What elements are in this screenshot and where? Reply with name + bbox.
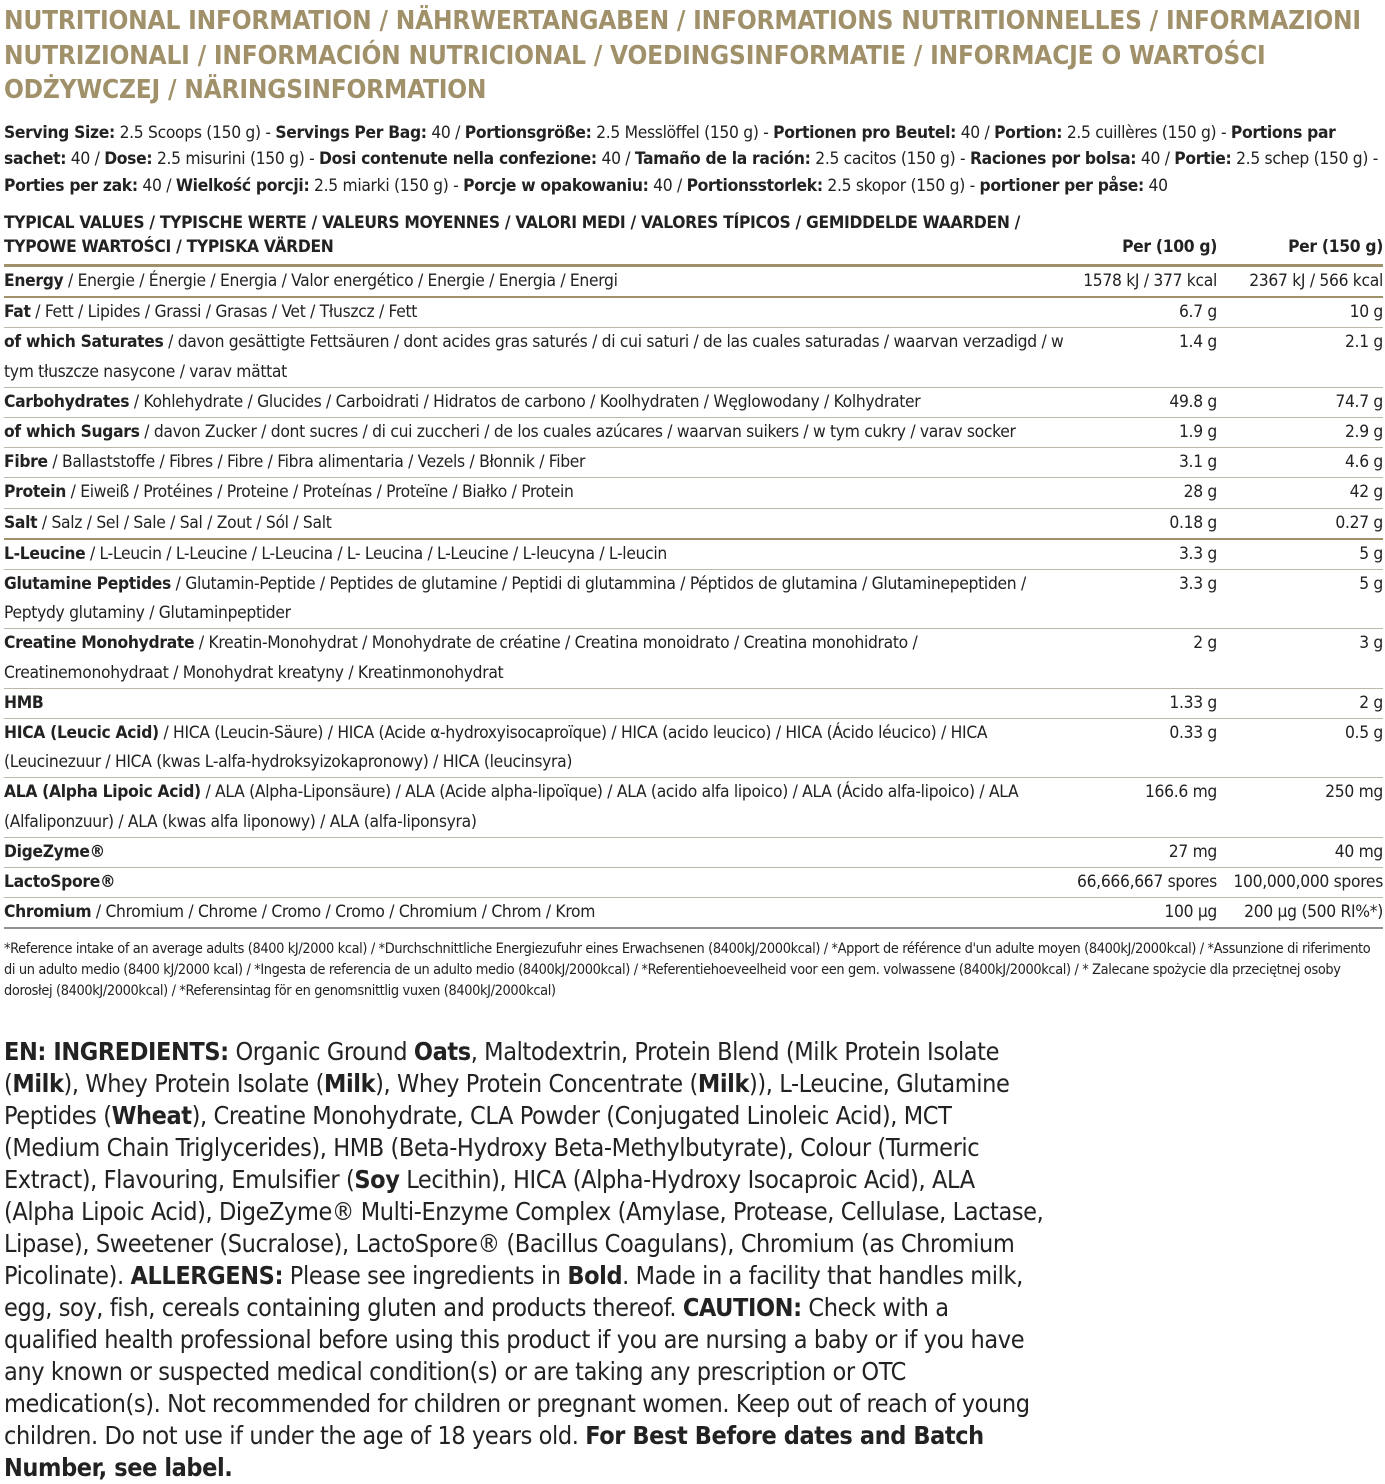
- nutrient-translations: / Eiweiß / Protéines / Proteine / Proteínas / Proteïne / Białko / Protein: [66, 482, 574, 503]
- nutrient-translations: / Kohlehydrate / Glucides / Carboidrati / Hidratos de carbono / Koolhydraten / Węglowodany / Kolhydrater: [129, 391, 921, 412]
- value-per-150g: 5 g: [1359, 543, 1383, 564]
- nutrient-cell: [4, 328, 1064, 387]
- value-per-100g: 27 mg: [1168, 841, 1217, 862]
- ingredients-segment: ), Creatine Monohydrate, CLA Powder (Conjugated Linoleic Acid), MCT (Medium Chain Triglycerides), HMB (Beta-Hydroxy Beta-Methylbutyrate), Colour (Turmeric Extract), Flavouring, Emulsifier (: [4, 1100, 980, 1194]
- ingredients-segment: Organic Ground: [228, 1036, 414, 1066]
- serving-label: Wielkość porcji:: [175, 175, 310, 196]
- nutrition-table: [4, 209, 1383, 929]
- nutrient-cell: [4, 266, 1064, 298]
- ingredients-bold-segment: For Best Before dates and Batch Number, see label.: [4, 1420, 984, 1482]
- ingredients-bold-segment: Milk: [323, 1068, 376, 1098]
- value-per-100g: 2 g: [1193, 633, 1217, 654]
- ingredients-bold-segment: EN: INGREDIENTS:: [4, 1036, 229, 1066]
- serving-label: Tamaño de la ración:: [634, 149, 811, 169]
- table-row: [4, 837, 1383, 867]
- value-per-150g: 2367 kJ / 566 kcal: [1249, 271, 1383, 291]
- value-per-100g: 28 g: [1183, 482, 1217, 503]
- serving-label: Dose:: [104, 149, 153, 169]
- per-100g-header: Per (100 g): [1122, 237, 1217, 257]
- nutrient-translations: / davon Zucker / dont sucres / di cui zuccheri / de los cuales azúcares / waarvan suikers / w tym cukry / varav socker: [139, 422, 1016, 443]
- nutrient-name: Carbohydrates: [4, 391, 130, 412]
- nutrient-name: of which Sugars: [4, 422, 140, 443]
- value-per-100g: 1.9 g: [1178, 422, 1217, 443]
- nutrient-cell: [4, 387, 1064, 417]
- nutrient-name: LactoSpore®: [4, 872, 116, 893]
- ingredients-segment: Lecithin), HICA (Alpha-Hydroxy Isocaproic Acid), ALA (Alpha Lipoic Acid), DigeZyme® Multi-Enzyme Complex (Amylase, Protease, Cellulase, Lactase, Lipase), Sweetener (Sucralose), LactoSpore® (Bacillus Coagulans), Chromium (as Chromium Picolinate).: [4, 1164, 1044, 1290]
- table-row: [4, 868, 1383, 898]
- value-per-100g: 66,666,667 spores: [1077, 872, 1217, 893]
- nutrient-translations: / Glutamin-Peptide / Peptides de glutamine / Peptidi di glutammina / Péptidos de glutamina / Glutaminepeptiden / Peptydy glutaminy / Glutaminpeptider: [4, 574, 1026, 624]
- nutrient-name: DigeZyme®: [4, 841, 105, 862]
- value-per-100g: 3.3 g: [1178, 574, 1217, 595]
- ingredients-bold-segment: Bold: [567, 1260, 623, 1290]
- serving-label: Servings Per Bag:: [275, 122, 427, 143]
- value-per-100g: 3.3 g: [1178, 543, 1217, 564]
- serving-label: portioner per påse:: [979, 175, 1144, 196]
- table-row: [4, 688, 1383, 718]
- nutrient-cell: [4, 778, 1064, 837]
- nutrient-name: L-Leucine: [4, 543, 86, 564]
- nutrient-name: Fat: [4, 302, 31, 323]
- ingredients-bold-segment: Soy: [354, 1164, 400, 1194]
- value-per-150g: 2.1 g: [1344, 332, 1383, 353]
- serving-label: Porties per zak:: [4, 175, 138, 196]
- table-row: [4, 570, 1383, 629]
- nutrient-translations: / Fett / Lipides / Grassi / Grasas / Vet / Tłuszcz / Fett: [30, 302, 418, 323]
- value-per-150g: 250 mg: [1325, 782, 1383, 803]
- per-150g-header: Per (150 g): [1288, 237, 1383, 257]
- ingredients-bold-segment: Wheat: [111, 1100, 192, 1130]
- table-row: [4, 478, 1383, 508]
- nutrient-name: of which Saturates: [4, 332, 164, 353]
- nutrient-cell: [4, 898, 1064, 929]
- nutrient-name: HICA (Leucic Acid): [4, 723, 159, 744]
- value-per-150g: 0.27 g: [1335, 512, 1383, 533]
- table-row: [4, 266, 1383, 298]
- serving-label: Portionen pro Beutel:: [773, 122, 957, 143]
- ingredients-segment: )), L-Leucine, Glutamine Peptides (: [4, 1068, 1010, 1130]
- value-per-150g: 2 g: [1359, 692, 1383, 713]
- nutrient-name: Protein: [4, 482, 67, 503]
- serving-value: 40 /: [142, 175, 176, 196]
- table-row: [4, 539, 1383, 570]
- ingredients-text: [4, 1036, 1044, 1484]
- ingredients-bold-segment: CAUTION:: [682, 1292, 802, 1322]
- value-per-100g: 100 µg: [1164, 902, 1217, 923]
- serving-value: 2.5 cacitos (150 g) -: [815, 149, 970, 169]
- nutrition-title: NUTRITIONAL INFORMATION / NÄHRWERTANGABEN / INFORMATIONS NUTRITIONNELLES / INFORMAZIONI NUTRIZIONALI / INFORMACIÓN NUTRICIONAL / VOEDINGSINFORMATIE / INFORMACJE O WARTOŚCI ODŻYWCZEJ / NÄRINGSINFORMATION: [4, 6, 1361, 105]
- nutrient-cell: [4, 508, 1064, 539]
- nutrition-table-header: [4, 209, 1383, 266]
- value-per-100g: 0.18 g: [1169, 512, 1217, 533]
- table-row: [4, 719, 1383, 778]
- nutrient-name: HMB: [4, 692, 44, 713]
- value-per-150g: 5 g: [1359, 574, 1383, 595]
- ingredients-segment: Check with a qualified health professional before using this product if you are nursing a baby or if you have any known or suspected medical condition(s) or are taking any prescription or OTC medication(s). Not recommended for children or pregnant women. Keep out of reach of young children. Do not use if under the age of 18 years old.: [4, 1292, 1030, 1450]
- table-row: [4, 328, 1383, 387]
- nutrient-translations: / Chromium / Chrome / Cromo / Cromo / Chromium / Chrom / Krom: [91, 902, 596, 923]
- table-row: [4, 778, 1383, 837]
- value-per-100g: 1.4 g: [1178, 332, 1217, 353]
- value-per-150g: 3 g: [1359, 633, 1383, 654]
- serving-label: Porcje w opakowaniu:: [463, 175, 649, 196]
- serving-value: 40 /: [431, 122, 465, 143]
- value-per-150g: 42 g: [1349, 482, 1383, 503]
- nutrient-translations: / Kreatin-Monohydrat / Monohydrate de créatine / Creatina monoidrato / Creatina monohidrato / Creatinemonohydraat / Monohydrat kreatyny / Kreatinmonohydrat: [4, 633, 918, 683]
- value-per-100g: 1.33 g: [1169, 692, 1217, 713]
- typical-values-header: TYPICAL VALUES / TYPISCHE WERTE / VALEURS MOYENNES / VALORI MEDI / VALORES TÍPICOS / GEMIDDELDE WAARDEN / TYPOWE WARTOŚCI / TYPISKA VÄRDEN: [4, 213, 1021, 257]
- table-row: [4, 898, 1383, 929]
- nutrient-name: Salt: [4, 512, 38, 533]
- value-per-150g: 2.9 g: [1344, 422, 1383, 443]
- serving-value: 40 /: [960, 122, 995, 143]
- serving-value: 40 /: [70, 149, 105, 169]
- nutrient-translations: / L-Leucin / L-Leucine / L-Leucina / L- Leucina / L-Leucine / L-leucyna / L-leucin: [85, 543, 667, 564]
- value-per-150g: 40 mg: [1334, 841, 1383, 862]
- nutrient-cell: [4, 478, 1064, 508]
- value-per-100g: 0.33 g: [1169, 723, 1217, 744]
- nutrient-name: Energy: [4, 271, 64, 291]
- serving-label: Serving Size:: [4, 122, 115, 143]
- value-per-150g: 100,000,000 spores: [1233, 872, 1383, 893]
- value-per-100g: 166.6 mg: [1144, 782, 1217, 803]
- table-row: [4, 629, 1383, 688]
- ingredients-bold-segment: Oats: [413, 1036, 471, 1066]
- nutrient-name: ALA (Alpha Lipoic Acid): [4, 782, 201, 803]
- serving-value: 2.5 misurini (150 g) -: [156, 149, 320, 169]
- serving-value: 2.5 Scoops (150 g) -: [119, 122, 276, 143]
- serving-label: Dosi contenute nella confezione:: [319, 149, 597, 169]
- ingredients-bold-segment: Milk: [12, 1068, 64, 1098]
- value-per-100g: 49.8 g: [1169, 391, 1217, 412]
- ingredients-segment: , Maltodextrin, Protein Blend (Milk Protein Isolate (: [4, 1036, 1000, 1098]
- value-per-150g: 10 g: [1349, 302, 1383, 323]
- table-row: [4, 418, 1383, 448]
- nutrient-translations: / ALA (Alpha-Liponsäure) / ALA (Acide alpha-lipoïque) / ALA (acido alfa lipoico) / ALA (Ácido alfa-lipoico) / ALA (Alfaliponzuur) / ALA (kwas alfa liponowy) / ALA (alfa-liponsyra): [4, 782, 1019, 832]
- nutrient-cell: [4, 688, 1064, 718]
- nutrient-translations: / Energie / Énergie / Energia / Valor energético / Energie / Energia / Energi: [63, 271, 618, 291]
- value-per-150g: 200 µg (500 RI%*): [1244, 902, 1383, 923]
- value-per-150g: 0.5 g: [1344, 723, 1383, 744]
- value-per-150g: 4.6 g: [1344, 452, 1383, 473]
- value-per-100g: 1578 kJ / 377 kcal: [1083, 271, 1217, 291]
- nutrient-translations: / Salz / Sel / Sale / Sal / Zout / Sól / Salt: [37, 512, 332, 533]
- serving-value: 2.5 Messlöffel (150 g) -: [596, 122, 774, 143]
- serving-value: 40: [1148, 175, 1168, 196]
- nutrient-translations: / HICA (Leucin-Säure) / HICA (Acide α-hydroxyisocaproïque) / HICA (acido leucico) / HICA (Ácido léucico) / HICA (Leucinezuur / HICA (kwas L-alfa-hydroksyizokapronowy) / HICA (leucinsyra): [4, 723, 988, 773]
- reference-intake-footnote: *Reference intake of an average adults (8400 kJ/2000 kcal) / *Durchschnittliche Energiezufuhr eines Erwachsenen (8400kJ/2000kcal) / *Apport de référence d'un adulte moyen (8400kJ/2000kcal) / *Assunzione di riferimento di un adulto medio (8400 kJ/2000 kcal) / *Ingesta de referencia de un adulto medio (8400kJ/2000kcal) / *Referentiehoeveelheid voor een gem. volwassene (8400kJ/2000kcal) / * Zalecane spożycie dla przeciętnej osoby dorosłej (8400kJ/2000kcal) / *Referensintag för en genomsnittlig vuxen (8400kJ/2000kcal): [4, 941, 1371, 1000]
- ingredients-segment: Please see ingredients in: [283, 1260, 568, 1290]
- nutrient-cell: [4, 629, 1064, 688]
- nutrient-cell: [4, 418, 1064, 448]
- ingredients-segment: ), Whey Protein Concentrate (: [375, 1068, 698, 1098]
- nutrient-translations: / davon gesättigte Fettsäuren / dont acides gras saturés / di cui saturi / de las cuales saturadas / waarvan verzadigd / w tym tłuszcze nasycone / varav mättat: [4, 332, 1064, 382]
- nutrient-cell: [4, 837, 1064, 867]
- value-per-150g: 74.7 g: [1335, 391, 1383, 412]
- nutrient-name: Fibre: [4, 452, 48, 473]
- nutrient-name: Chromium: [4, 902, 92, 923]
- table-row: [4, 448, 1383, 478]
- nutrient-name: Creatine Monohydrate: [4, 633, 195, 654]
- nutrient-cell: [4, 868, 1064, 898]
- nutrient-cell: [4, 570, 1064, 629]
- serving-label: Portionsstorlek:: [686, 175, 823, 196]
- serving-label: Portion:: [994, 122, 1063, 143]
- serving-label: Portionsgröße:: [464, 122, 592, 143]
- ingredients-segment: ), Whey Protein Isolate (: [63, 1068, 324, 1098]
- ingredients-bold-segment: Milk: [697, 1068, 750, 1098]
- serving-label: Portie:: [1174, 149, 1232, 169]
- serving-info: [4, 120, 1383, 200]
- serving-value: 2.5 miarki (150 g) -: [314, 175, 464, 196]
- value-per-100g: 6.7 g: [1178, 302, 1217, 323]
- nutrient-cell: [4, 448, 1064, 478]
- serving-label: Raciones por bolsa:: [969, 149, 1137, 169]
- table-row: [4, 297, 1383, 328]
- nutrient-translations: / Ballaststoffe / Fibres / Fibre / Fibra alimentaria / Vezels / Błonnik / Fiber: [47, 452, 586, 473]
- value-per-100g: 3.1 g: [1178, 452, 1217, 473]
- nutrient-cell: [4, 719, 1064, 778]
- serving-value: 40 /: [653, 175, 687, 196]
- serving-value: 2.5 cuillères (150 g) -: [1066, 122, 1231, 143]
- serving-value: 2.5 skopor (150 g) -: [827, 175, 980, 196]
- serving-label: Portions par sachet:: [4, 122, 1336, 169]
- serving-value: 2.5 schep (150 g) -: [1236, 149, 1379, 169]
- serving-value: 40 /: [1140, 149, 1175, 169]
- table-row: [4, 508, 1383, 539]
- table-row: [4, 387, 1383, 417]
- nutrition-label: [4, 0, 1383, 1484]
- serving-value: 40 /: [601, 149, 635, 169]
- ingredients-bold-segment: ALLERGENS:: [130, 1260, 284, 1290]
- nutrient-cell: [4, 297, 1064, 328]
- ingredients-segment: . Made in a facility that handles milk, egg, soy, fish, cereals containing gluten and products thereof.: [4, 1260, 1023, 1322]
- nutrient-cell: [4, 539, 1064, 570]
- nutrient-name: Glutamine Peptides: [4, 574, 171, 595]
